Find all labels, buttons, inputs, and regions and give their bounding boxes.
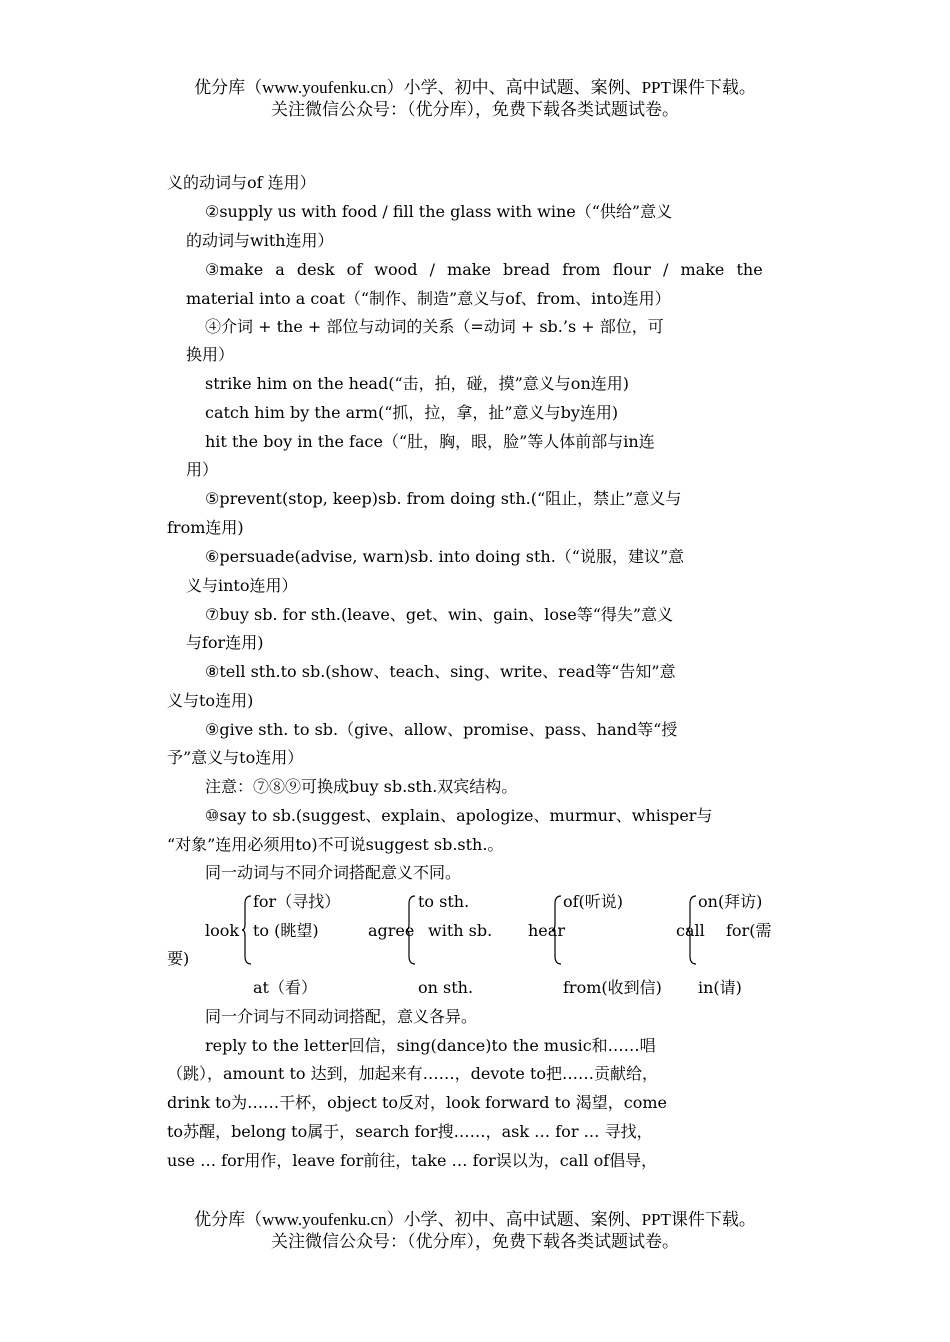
agree-with: with sb.	[428, 921, 493, 940]
text-line: ⑥persuade(advise, warn)sb. into doing sth.（“说服，建议”意	[205, 547, 685, 566]
look-word: look	[205, 921, 240, 940]
text-line: 的动词与with连用）	[186, 231, 334, 250]
text-line: 用）	[186, 460, 219, 479]
look-for: for（寻找）	[253, 892, 341, 911]
text-line: “对象”连用必须用to)不可说suggest sb.sth.。	[167, 835, 504, 854]
text-line: ②supply us with food / fill the glass with wine（“供给”意义	[205, 202, 673, 221]
text-line: hit the boy in the face（“肚，胸，眼，脸”等人体前部与in连	[205, 432, 655, 451]
agree-word: agree	[368, 921, 415, 940]
brace-hear	[551, 894, 563, 966]
text-line: ⑤prevent(stop, keep)sb. from doing sth.(“阻止，禁止”意义与	[205, 489, 682, 508]
text-line: 义与to连用)	[167, 691, 254, 710]
brace-look	[241, 894, 253, 966]
call-in: in(请)	[698, 978, 742, 997]
text-line: 注意：⑦⑧⑨可换成buy sb.sth.双宾结构。	[205, 777, 518, 796]
text-line: 同一介词与不同动词搭配，意义各异。	[205, 1007, 478, 1026]
text-line: ⑧tell sth.to sb.(show、teach、sing、write、read等“告知”意	[205, 662, 676, 681]
text-line: use … for用作，leave for前往，take … for误以为，call of倡导，	[167, 1151, 658, 1170]
text-line: 义的动词与of 连用）	[167, 173, 316, 192]
header-line-1: 优分库（www.youfenku.cn）小学、初中、高中试题、案例、PPT课件下载。	[194, 78, 756, 97]
agree-on: on sth.	[418, 978, 474, 997]
call-for: for(需	[726, 921, 772, 940]
call-on: on(拜访)	[698, 892, 763, 911]
text-line: catch him by the arm(“抓，拉，拿，扯”意义与by连用)	[205, 403, 619, 422]
text-line: 换用）	[186, 345, 235, 364]
text-line: from连用)	[167, 518, 244, 537]
text-line: 同一动词与不同介词搭配意义不同。	[205, 863, 462, 882]
look-at: at（看）	[253, 978, 317, 997]
look-to: to (眺望)	[253, 921, 319, 940]
agree-to: to sth.	[418, 892, 470, 911]
call-word: call	[676, 921, 705, 940]
hear-from: from(收到信)	[563, 978, 662, 997]
text-line: reply to the letter回信，sing(dance)to the music和……唱	[205, 1036, 656, 1055]
hear-word: hear	[528, 921, 565, 940]
text-line: drink to为……干杯，object to反对，look forward to 渴望，come	[167, 1093, 667, 1112]
text-line: ③make a desk of wood / make bread from flour / make the	[205, 260, 763, 279]
text-line: 与for连用)	[186, 633, 264, 652]
text-line: ⑦buy sb. for sth.(leave、get、win、gain、lose等“得失”意义	[205, 605, 674, 624]
text-line: material into a coat（“制作、制造”意义与of、from、into连用）	[186, 289, 671, 308]
text-line: strike him on the head(“击，拍，碰，摸”意义与on连用)	[205, 374, 629, 393]
text-line: to苏醒，belong to属于，search for搜……，ask … for … 寻找，	[167, 1122, 653, 1141]
brace-agree	[405, 894, 417, 966]
brace-call	[686, 894, 698, 966]
call-for-cont: 要)	[167, 949, 190, 968]
text-line: （跳），amount to 达到，加起来有……，devote to把……贡献给，	[167, 1064, 659, 1083]
text-line: ④介词 + the + 部位与动词的关系（=动词 + sb.’s + 部位，可	[205, 317, 664, 336]
text-line: ⑩say to sb.(suggest、explain、apologize、murmur、whisper与	[205, 806, 713, 825]
footer-line-1: 优分库（www.youfenku.cn）小学、初中、高中试题、案例、PPT课件下载。	[194, 1210, 756, 1229]
text-line: 予”意义与to连用）	[167, 748, 304, 767]
hear-of: of(听说)	[563, 892, 624, 911]
header-line-2: 关注微信公众号：（优分库），免费下载各类试题试卷。	[271, 100, 679, 119]
text-line: 义与into连用）	[186, 576, 298, 595]
footer-line-2: 关注微信公众号：（优分库），免费下载各类试题试卷。	[271, 1232, 679, 1251]
text-line: ⑨give sth. to sb.（give、allow、promise、pass、hand等“授	[205, 720, 678, 739]
